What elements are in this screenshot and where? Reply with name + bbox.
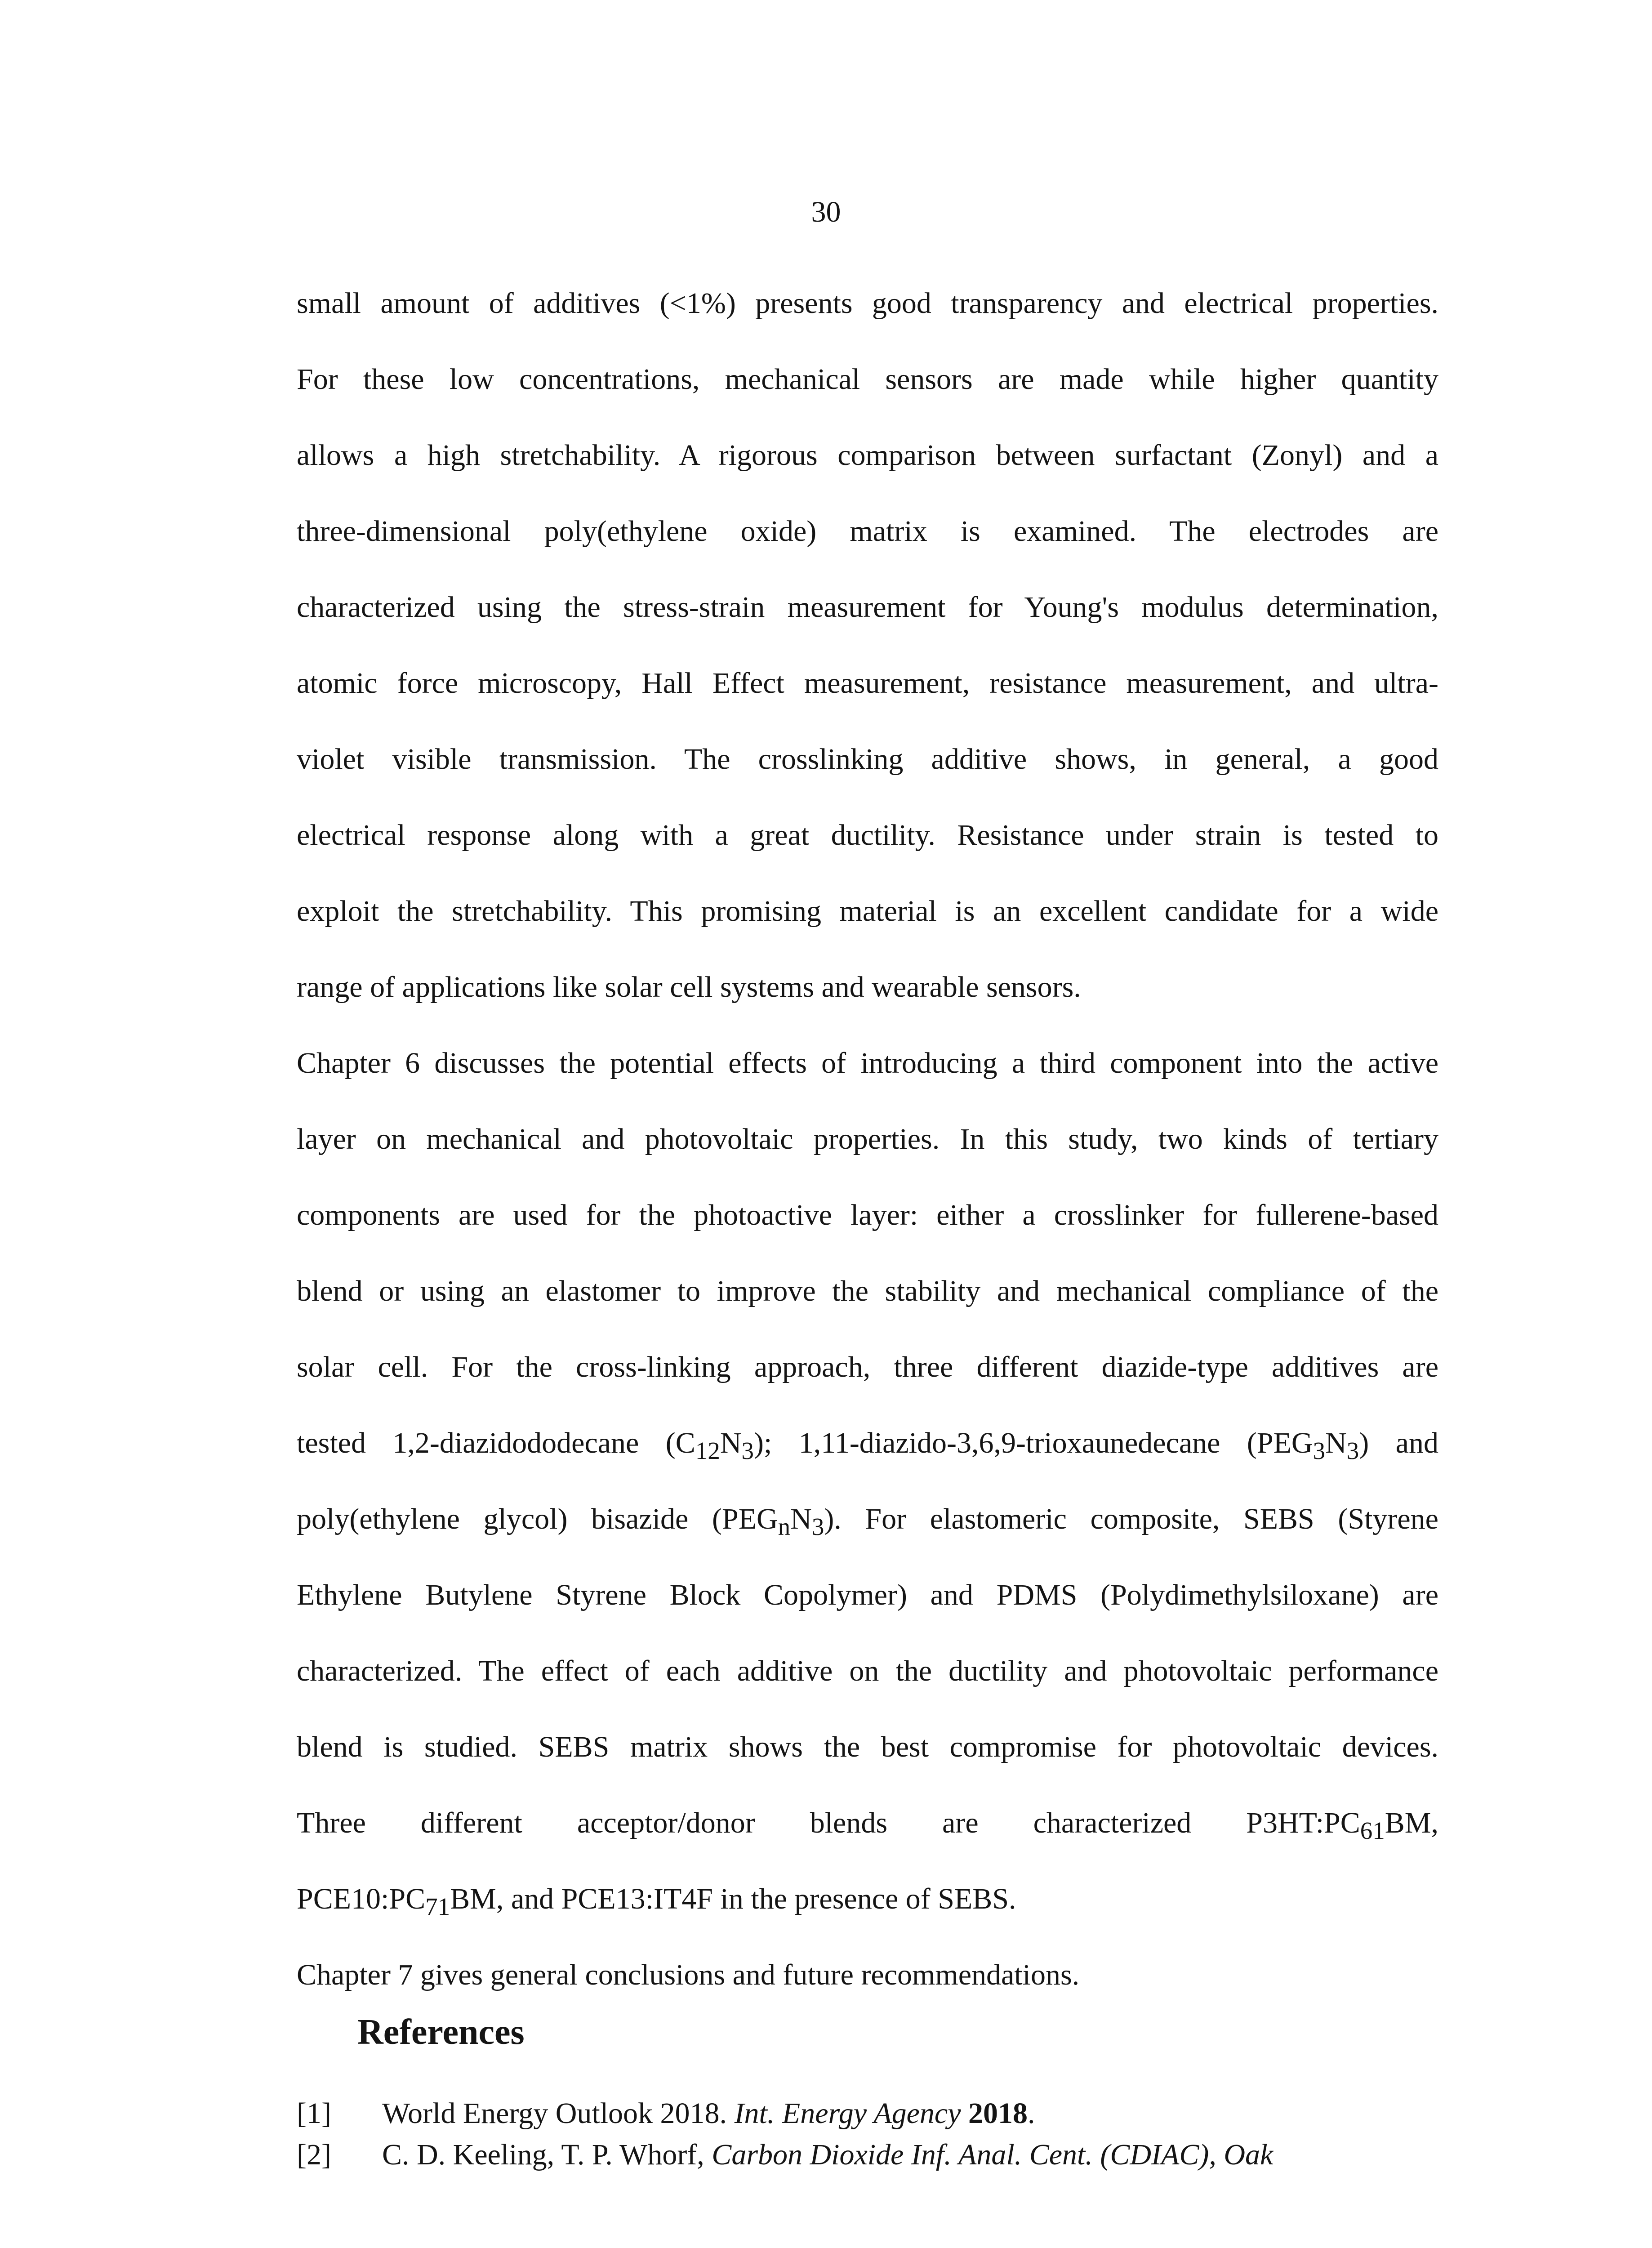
text-line: Chapter 7 gives general conclusions and future recommendations. <box>297 1958 1080 1991</box>
text-segment: N <box>720 1427 742 1459</box>
text-line: range of applications like solar cell systems and wearable sensors. <box>297 971 1081 1004</box>
text-segment: PCE10:PC <box>297 1882 426 1915</box>
text-line-chemistry <box>297 1405 1438 1481</box>
references-heading: References <box>357 2012 525 2052</box>
text-line: blend is studied. SEBS matrix shows the best compromise for photovoltaic devices. <box>297 1731 1438 1763</box>
text-segment: Three different acceptor/donor blends are characterized P3HT:PC <box>297 1806 1360 1839</box>
text-line: solar cell. For the cross-linking approach, three different diazide-type additives are <box>297 1351 1438 1383</box>
text-segment: poly(ethylene glycol) bisazide (PEG <box>297 1503 778 1535</box>
text-line: For these low concentrations, mechanical sensors are made while higher quantity <box>297 363 1438 396</box>
reference-number: [1] <box>297 2097 331 2130</box>
text-line: electrical response along with a great ductility. Resistance under strain is tested to <box>297 819 1438 852</box>
text-line-chemistry <box>297 1861 1438 1937</box>
text-segment: tested 1,2-diazidododecane (C <box>297 1427 695 1459</box>
text-segment: BM, <box>1385 1806 1438 1839</box>
text-line-chemistry <box>297 1785 1438 1861</box>
text-line-chemistry <box>297 1481 1438 1557</box>
subscript: 3 <box>1313 1437 1326 1465</box>
reference-text: C. D. Keeling, T. P. Whorf, <box>382 2138 712 2171</box>
subscript: 71 <box>425 1893 450 1921</box>
subscript: 3 <box>1346 1437 1359 1465</box>
reference-journal: Carbon Dioxide Inf. Anal. Cent. (CDIAC), Oak <box>712 2138 1274 2171</box>
reference-journal: Int. Energy Agency <box>734 2097 961 2130</box>
reference-text <box>961 2097 969 2130</box>
text-line: atomic force microscopy, Hall Effect measurement, resistance measurement, and ultra- <box>297 667 1438 700</box>
text-segment: ); 1,11-diazido-3,6,9-trioxaunedecane (PEG <box>753 1427 1313 1459</box>
subscript: 3 <box>811 1513 824 1541</box>
text-line: components are used for the photoactive layer: either a crosslinker for fullerene-based <box>297 1199 1438 1231</box>
text-segment: ). For elastomeric composite, SEBS (Styrene <box>824 1503 1438 1535</box>
reference-item <box>297 2134 1465 2176</box>
text-line: characterized using the stress-strain measurement for Young's modulus determination, <box>297 591 1438 624</box>
text-segment: N <box>1325 1427 1347 1459</box>
text-segment: ) and <box>1359 1427 1438 1459</box>
page-number: 30 <box>811 196 841 228</box>
subscript: n <box>778 1513 791 1541</box>
subscript: 12 <box>695 1437 720 1465</box>
reference-item <box>297 2093 1465 2134</box>
body-text <box>297 265 1438 2013</box>
subscript: 3 <box>741 1437 754 1465</box>
text-line: allows a high stretchability. A rigorous comparison between surfactant (Zonyl) and a <box>297 439 1438 472</box>
text-line: Chapter 6 discusses the potential effects of introducing a third component into the active <box>297 1047 1438 1079</box>
text-line: characterized. The effect of each additive on the ductility and photovoltaic performance <box>297 1655 1438 1687</box>
text-line: layer on mechanical and photovoltaic properties. In this study, two kinds of tertiary <box>297 1123 1438 1155</box>
reference-year: 2018 <box>968 2097 1028 2130</box>
reference-text: World Energy Outlook 2018. <box>382 2097 735 2130</box>
text-line: violet visible transmission. The crosslinking additive shows, in general, a good <box>297 743 1438 776</box>
subscript: 61 <box>1360 1817 1385 1845</box>
text-line: Ethylene Butylene Styrene Block Copolymer) and PDMS (Polydimethylsiloxane) are <box>297 1579 1438 1611</box>
reference-text: . <box>1028 2097 1035 2130</box>
reference-number: [2] <box>297 2138 331 2171</box>
text-line: exploit the stretchability. This promising material is an excellent candidate for a wide <box>297 895 1438 928</box>
text-segment: N <box>790 1503 812 1535</box>
text-line: small amount of additives (<1%) presents good transparency and electrical properties. <box>297 287 1438 320</box>
text-line: blend or using an elastomer to improve the stability and mechanical compliance of the <box>297 1275 1438 1307</box>
text-line: three-dimensional poly(ethylene oxide) matrix is examined. The electrodes are <box>297 515 1438 548</box>
references-list <box>297 2093 1465 2176</box>
text-segment: BM, and PCE13:IT4F in the presence of SEBS. <box>450 1882 1016 1915</box>
